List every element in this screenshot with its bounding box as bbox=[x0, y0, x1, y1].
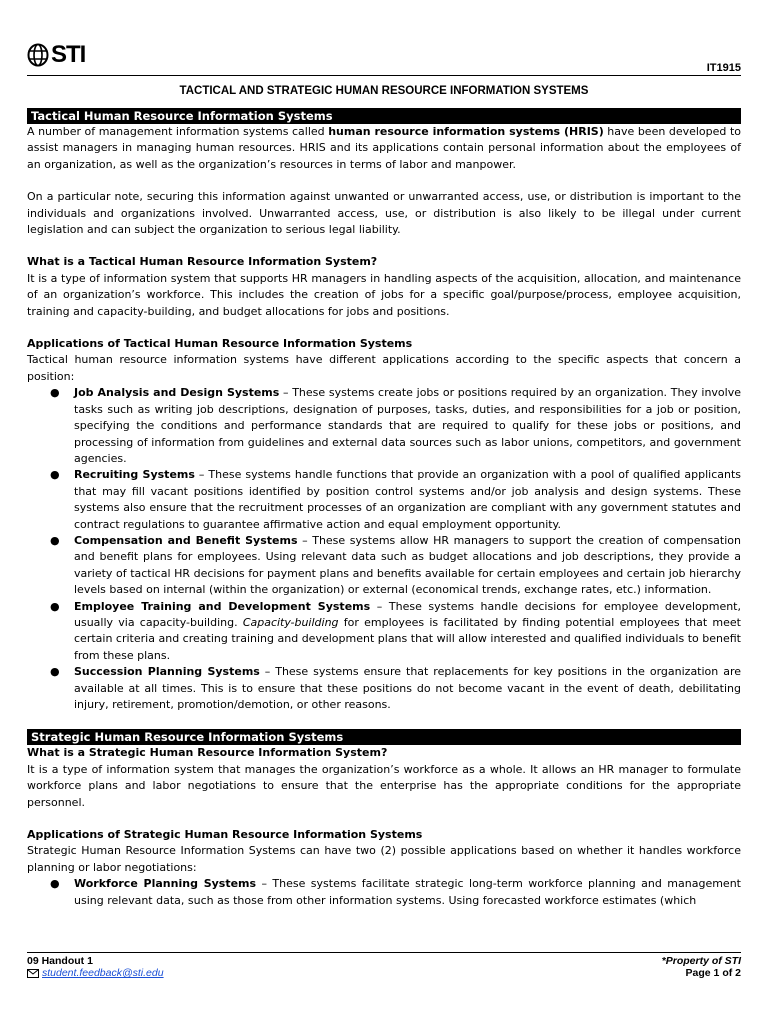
document-title: TACTICAL AND STRATEGIC HUMAN RESOURCE INFORMATION SYSTEMS bbox=[179, 85, 589, 97]
list-item bbox=[50, 467, 741, 533]
envelope-icon bbox=[27, 969, 39, 978]
footer-left bbox=[27, 955, 164, 979]
item-lead: Recruiting Systems bbox=[74, 468, 195, 482]
strategic-apps-heading: Applications of Strategic Human Resource Information Systems bbox=[27, 828, 423, 842]
intro-text-b: have been developed to assist managers in managing human resources. HRIS and its applications contain personal information about the employees of an organization, as well as the organization’s resources in terms of labor and manpower. bbox=[27, 125, 741, 171]
list-item bbox=[50, 385, 741, 467]
bullet-icon: ● bbox=[50, 599, 60, 613]
item-text: – These systems handle functions that provide an organization with a pool of qualified applicants that may fill vacant positions identified by position control systems and/or job analysis and design systems. These systems also ensure that the recruitment processes of an organization are compliant with any government statutes and contract regulations to guarantee affirmative action and equal employment opportunity. bbox=[74, 468, 741, 531]
item-text: – These systems create jobs or positions required by an organization. They involve tasks such as writing job descriptions, designation of purposes, tasks, duties, and responsibilities for a job or position, specifying the conditions and performance standards that are required to qualify for these jobs or positions, and processing of information from guidelines and external data sources such as labor unions, competitors, and government agencies. bbox=[74, 386, 741, 465]
strategic-definition: It is a type of information system that manages the organization’s workforce as a whole. It allows an HR manager to formulate workforce plans and labor negotiations to ensure that the enterprise has the appropriate conditions for the appropriate personnel. bbox=[27, 762, 741, 809]
item-lead: Succession Planning Systems bbox=[74, 665, 260, 679]
tactical-definition: It is a type of information system that supports HR managers in handling aspects of the acquisition, allocation, and maintenance of an organization’s workforce. This includes the creation of jobs for a specific goal/purpose/process, employee acquisition, training and capacity-building, and budget allocations for jobs and positions. bbox=[27, 271, 741, 318]
header-divider bbox=[27, 75, 741, 76]
handout-label: 09 Handout 1 bbox=[27, 955, 93, 967]
strategic-question-heading: What is a Strategic Human Resource Information System? bbox=[27, 746, 388, 760]
document-code: IT1915 bbox=[706, 62, 741, 74]
bullet-icon: ● bbox=[50, 533, 60, 547]
globe-icon bbox=[27, 43, 49, 67]
logo-text: STI bbox=[51, 41, 86, 68]
security-paragraph: On a particular note, securing this information against unwanted or unwarranted access, use, or distribution is important to the individuals and organizations involved. Unwarranted access, use, or distribution is also likely to be illegal under current legislation and can subject the organization to serious legal liability. bbox=[27, 190, 741, 237]
item-text: – These systems handle decisions for employee development, usually via capacity-building. bbox=[74, 599, 741, 629]
bullet-icon: ● bbox=[50, 468, 60, 482]
item-lead: Employee Training and Development Systems bbox=[74, 599, 371, 613]
page-number: Page 1 of 2 bbox=[685, 967, 741, 979]
tactical-apps-intro: Tactical human resource information systems have different applications according to the specific aspects that concern a position: bbox=[27, 353, 741, 383]
intro-paragraph bbox=[27, 124, 741, 173]
intro-text-a: A number of management information systems called bbox=[27, 125, 329, 138]
footer-right bbox=[662, 955, 741, 979]
item-text: – These systems facilitate strategic long-term workforce planning and management using relevant data, such as those from other information systems. Using forecasted workforce estimates (which bbox=[74, 877, 741, 907]
section-heading-strategic: Strategic Human Resource Information Systems bbox=[27, 729, 741, 745]
list-item bbox=[50, 876, 741, 909]
list-item bbox=[50, 664, 741, 713]
bullet-icon: ● bbox=[50, 386, 60, 400]
property-notice: *Property of STI bbox=[661, 955, 741, 967]
item-text: – These systems ensure that replacements for key positions in the organization are available at all times. This is to ensure that these positions do not become vacant in the event of death, debilitating injury, retirement, promotion/demotion, or other reasons. bbox=[74, 665, 741, 711]
hris-term: human resource information systems (HRIS) bbox=[328, 125, 604, 138]
footer-divider bbox=[27, 952, 741, 953]
strategic-apps-intro: Strategic Human Resource Information Systems can have two (2) possible applications based on whether it handles workforce planning or labor negotiations: bbox=[27, 844, 741, 874]
item-text: – These systems allow HR managers to support the creation of compensation and benefit plans for employees. Using relevant data such as budget allocations and job descriptions, they provide a variety of tactical HR decisions for payment plans and benefits available for certain employees and certain job hierarchy levels based on internal (within the organization) or external (economical trends, exchange rates, etc.) information. bbox=[74, 533, 741, 597]
list-item bbox=[50, 599, 741, 665]
section-heading-tactical: Tactical Human Resource Information Systems bbox=[27, 108, 741, 124]
list-item bbox=[50, 533, 741, 599]
tactical-apps-heading: Applications of Tactical Human Resource Information Systems bbox=[27, 337, 413, 351]
bullet-icon: ● bbox=[50, 877, 60, 891]
sti-logo bbox=[27, 40, 107, 70]
strategic-apps-list bbox=[27, 876, 741, 909]
bullet-icon: ● bbox=[50, 665, 60, 679]
tactical-apps-list bbox=[27, 385, 741, 713]
item-text: for employees is facilitated by finding potential employees that meet certain criteria and creating training and development plans that will allow interested and qualified individuals to benefit from these plans. bbox=[74, 615, 741, 662]
tactical-question-heading: What is a Tactical Human Resource Information System? bbox=[27, 255, 378, 269]
email-link[interactable]: student.feedback@sti.edu bbox=[42, 967, 164, 979]
item-lead: Compensation and Benefit Systems bbox=[74, 533, 298, 547]
item-lead: Job Analysis and Design Systems bbox=[74, 386, 280, 400]
document-body bbox=[27, 108, 741, 909]
feedback-email bbox=[27, 967, 164, 979]
item-italic-term: Capacity-building bbox=[242, 615, 339, 629]
item-lead: Workforce Planning Systems bbox=[74, 877, 257, 891]
